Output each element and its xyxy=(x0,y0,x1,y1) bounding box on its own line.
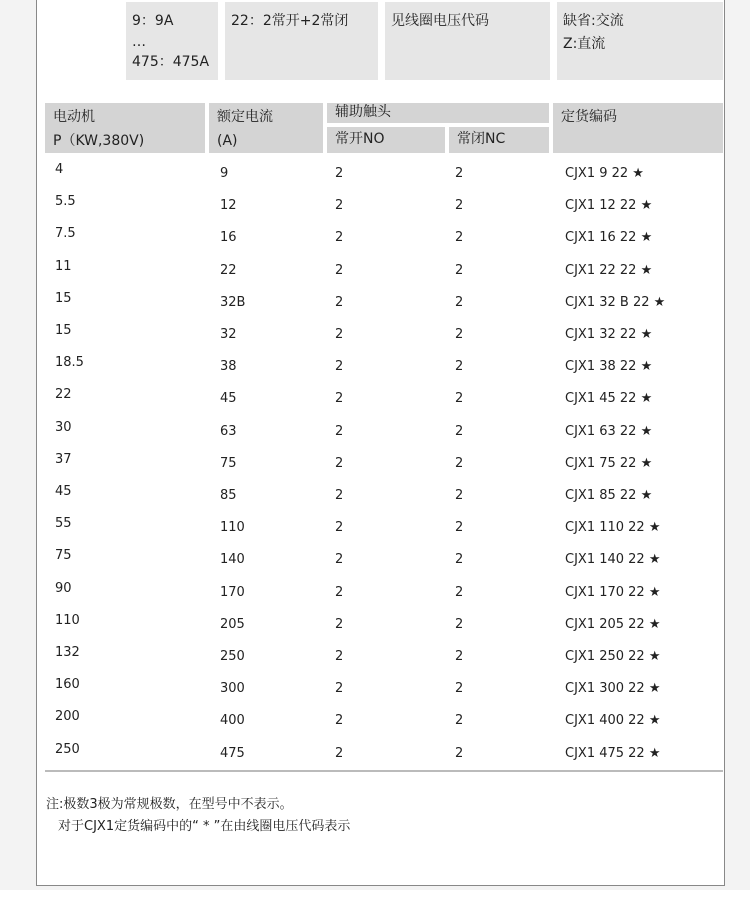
motor-power-cell: 15 xyxy=(55,323,72,338)
motor-power-cell: 75 xyxy=(55,548,72,564)
contact-no-cell: 2 xyxy=(335,552,344,568)
motor-power-cell: 110 xyxy=(55,612,80,628)
rated-current-cell: 9 xyxy=(220,166,229,181)
motor-power-cell: 37 xyxy=(55,451,72,467)
motor-power-cell: 5.5 xyxy=(55,194,76,210)
rated-current-cell: 300 xyxy=(220,681,245,697)
contact-nc-cell: 2 xyxy=(455,681,464,697)
contact-no-cell: 2 xyxy=(335,198,344,214)
order-code-cell: CJX1 300 22 ★ xyxy=(565,681,661,697)
contact-no-cell: 2 xyxy=(335,423,344,439)
header-motor xyxy=(45,103,205,153)
table-divider xyxy=(45,770,723,772)
header-label: 常开NO xyxy=(335,131,385,147)
rated-current-cell: 85 xyxy=(220,488,237,503)
table-row xyxy=(45,581,725,613)
motor-power-cell: 4 xyxy=(55,162,64,177)
motor-power-cell: 200 xyxy=(55,709,80,725)
note-line: 注:极数3极为常规极数，在型号中不表示。 xyxy=(46,797,293,812)
table-row xyxy=(45,709,725,741)
order-code-cell: CJX1 170 22 ★ xyxy=(565,584,661,600)
table-row xyxy=(45,387,725,419)
box-line: 475：475A xyxy=(132,54,210,70)
order-code-cell: CJX1 12 22 ★ xyxy=(565,198,653,214)
table-row xyxy=(45,516,725,548)
box-line: Z:直流 xyxy=(563,36,606,52)
contact-nc-cell: 2 xyxy=(455,455,464,471)
contact-no-cell: 2 xyxy=(335,649,344,664)
contact-no-cell: 2 xyxy=(335,327,344,342)
motor-power-cell: 7.5 xyxy=(55,226,76,242)
box-line: 22：2常开+2常闭 xyxy=(231,13,349,29)
contact-nc-cell: 2 xyxy=(455,294,464,310)
contact-nc-cell: 2 xyxy=(455,327,464,342)
order-code-cell: CJX1 16 22 ★ xyxy=(565,230,653,246)
rated-current-cell: 63 xyxy=(220,423,237,439)
contact-nc-cell: 2 xyxy=(455,713,464,729)
rated-current-cell: 22 xyxy=(220,262,237,278)
motor-power-cell: 250 xyxy=(55,741,80,757)
header-label: 定货编码 xyxy=(561,109,617,125)
header-no xyxy=(327,127,445,153)
contact-nc-cell: 2 xyxy=(455,745,464,761)
motor-power-cell: 15 xyxy=(55,290,72,306)
table-row xyxy=(45,548,725,580)
table-row xyxy=(45,194,725,226)
rated-current-cell: 16 xyxy=(220,230,237,246)
box-line: 见线圈电压代码 xyxy=(391,13,489,29)
rated-current-cell: 400 xyxy=(220,713,245,729)
table-row xyxy=(45,677,725,709)
contact-no-cell: 2 xyxy=(335,616,344,632)
header-nc xyxy=(449,127,549,153)
rated-current-cell: 205 xyxy=(220,616,245,632)
header-unit: P（KW,380V) xyxy=(53,133,145,149)
contact-nc-cell: 2 xyxy=(455,391,464,407)
order-code-cell: CJX1 205 22 ★ xyxy=(565,616,661,632)
table-row xyxy=(45,259,725,291)
rated-current-cell: 32 xyxy=(220,327,237,342)
header-label: 电动机 xyxy=(53,109,95,125)
order-code-cell: CJX1 38 22 ★ xyxy=(565,359,653,375)
ac-dc-box xyxy=(557,2,723,80)
motor-power-cell: 132 xyxy=(55,645,80,660)
order-code-cell: CJX1 9 22 ★ xyxy=(565,166,644,181)
motor-power-cell: 160 xyxy=(55,677,80,693)
table-row xyxy=(45,484,725,516)
rated-current-cell: 140 xyxy=(220,552,245,568)
order-code-cell: CJX1 75 22 ★ xyxy=(565,455,653,471)
contact-no-cell: 2 xyxy=(335,584,344,600)
contact-no-cell: 2 xyxy=(335,359,344,375)
order-code-cell: CJX1 32 22 ★ xyxy=(565,327,653,342)
rated-current-cell: 38 xyxy=(220,359,237,375)
contact-nc-cell: 2 xyxy=(455,616,464,632)
rated-current-cell: 75 xyxy=(220,455,237,471)
order-code-cell: CJX1 22 22 ★ xyxy=(565,262,653,278)
table-row xyxy=(45,452,725,484)
order-code-cell: CJX1 250 22 ★ xyxy=(565,649,661,664)
rated-current-cell: 32B xyxy=(220,294,246,310)
contact-nc-cell: 2 xyxy=(455,423,464,439)
order-code-cell: CJX1 63 22 ★ xyxy=(565,423,653,439)
table-row xyxy=(45,323,725,355)
contact-no-cell: 2 xyxy=(335,391,344,407)
table-row xyxy=(45,226,725,258)
order-code-cell: CJX1 32 B 22 ★ xyxy=(565,294,666,310)
contact-no-cell: 2 xyxy=(335,713,344,729)
motor-power-cell: 45 xyxy=(55,484,72,499)
rated-current-cell: 475 xyxy=(220,745,245,761)
contact-code-box xyxy=(225,2,378,80)
motor-power-cell: 18.5 xyxy=(55,355,84,371)
order-code-cell: CJX1 475 22 ★ xyxy=(565,745,661,761)
motor-power-cell: 11 xyxy=(55,258,72,274)
order-code-cell: CJX1 85 22 ★ xyxy=(565,488,653,503)
rated-current-cell: 110 xyxy=(220,520,245,536)
contact-no-cell: 2 xyxy=(335,230,344,246)
voltage-code-box xyxy=(385,2,550,80)
box-line: 缺省:交流 xyxy=(563,13,624,29)
rated-current-cell: 12 xyxy=(220,198,237,214)
header-label: 常闭NC xyxy=(457,131,506,147)
contact-no-cell: 2 xyxy=(335,488,344,503)
contact-nc-cell: 2 xyxy=(455,166,464,181)
table-row xyxy=(45,420,725,452)
contact-nc-cell: 2 xyxy=(455,262,464,278)
header-aux xyxy=(327,103,549,123)
order-code-cell: CJX1 45 22 ★ xyxy=(565,391,653,407)
table-row xyxy=(45,162,725,194)
box-line: 9：9A xyxy=(132,13,174,29)
motor-power-cell: 90 xyxy=(55,580,72,596)
table-row xyxy=(45,645,725,677)
order-code-cell: CJX1 400 22 ★ xyxy=(565,713,661,729)
header-current xyxy=(209,103,323,153)
box-line: … xyxy=(132,34,146,50)
current-code-box xyxy=(126,2,218,80)
contact-no-cell: 2 xyxy=(335,262,344,278)
note-line: 对于CJX1定货编码中的“ * ”在由线圈电压代码表示 xyxy=(58,819,351,834)
rated-current-cell: 250 xyxy=(220,649,245,664)
table-row xyxy=(45,291,725,323)
contact-no-cell: 2 xyxy=(335,455,344,471)
motor-power-cell: 22 xyxy=(55,387,72,403)
order-code-cell: CJX1 140 22 ★ xyxy=(565,552,661,568)
rated-current-cell: 45 xyxy=(220,391,237,407)
table-row xyxy=(45,742,725,774)
contact-no-cell: 2 xyxy=(335,294,344,310)
contact-nc-cell: 2 xyxy=(455,584,464,600)
table-row xyxy=(45,355,725,387)
contact-nc-cell: 2 xyxy=(455,198,464,214)
contact-nc-cell: 2 xyxy=(455,520,464,536)
contact-nc-cell: 2 xyxy=(455,230,464,246)
contact-nc-cell: 2 xyxy=(455,649,464,664)
contact-no-cell: 2 xyxy=(335,681,344,697)
contact-no-cell: 2 xyxy=(335,166,344,181)
rated-current-cell: 170 xyxy=(220,584,245,600)
contact-nc-cell: 2 xyxy=(455,488,464,503)
order-code-cell: CJX1 110 22 ★ xyxy=(565,520,661,536)
motor-power-cell: 55 xyxy=(55,516,72,532)
table-row xyxy=(45,613,725,645)
contact-no-cell: 2 xyxy=(335,745,344,761)
header-label: 辅助触头 xyxy=(335,104,391,120)
header-code xyxy=(553,103,723,153)
contact-no-cell: 2 xyxy=(335,520,344,536)
header-unit: (A) xyxy=(217,133,238,149)
motor-power-cell: 30 xyxy=(55,419,72,435)
contact-nc-cell: 2 xyxy=(455,359,464,375)
contact-nc-cell: 2 xyxy=(455,552,464,568)
header-label: 额定电流 xyxy=(217,109,273,125)
